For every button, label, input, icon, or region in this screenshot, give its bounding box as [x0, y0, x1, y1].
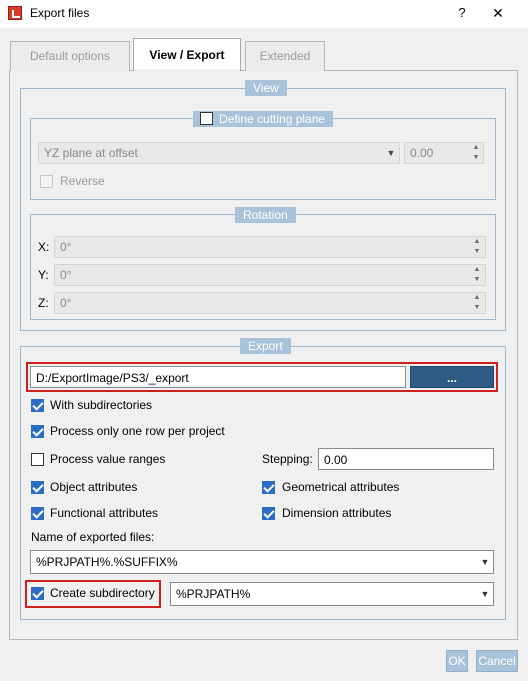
view-group-title: View [245, 80, 287, 96]
plane-select-arrow-icon[interactable]: ▼ [386, 148, 396, 158]
active-tab-join [134, 69, 240, 72]
tab-default-options[interactable]: Default options [10, 41, 130, 71]
subdirectory-select[interactable]: %PRJPATH% [170, 582, 494, 606]
rotation-y-label: Y: [38, 268, 49, 282]
subdirectory-select-arrow-icon[interactable]: ▼ [480, 589, 490, 599]
dimension-attributes-label: Dimension attributes [282, 506, 392, 520]
rotation-z-input[interactable]: 0° [54, 292, 486, 314]
export-path-input[interactable]: D:/ExportImage/PS3/_export [30, 366, 406, 388]
stepping-input[interactable]: 0.00 [318, 448, 494, 470]
help-button[interactable]: ? [458, 5, 466, 20]
create-subdirectory-label: Create subdirectory [50, 586, 155, 600]
stepping-label: Stepping: [262, 452, 313, 466]
app-icon [8, 6, 22, 20]
one-row-per-project-label: Process only one row per project [50, 424, 225, 438]
spin-down-icon[interactable]: ▼ [473, 248, 481, 255]
offset-spinner[interactable] [469, 143, 483, 163]
ok-button[interactable]: OK [446, 650, 468, 672]
create-subdirectory-checkbox[interactable] [31, 587, 44, 600]
spin-up-icon[interactable]: ▲ [472, 144, 480, 151]
export-group-title: Export [240, 338, 291, 354]
rotation-title: Rotation [235, 207, 296, 223]
tab-view-export[interactable]: View / Export [133, 38, 241, 71]
rotation-z-label: Z: [38, 296, 49, 310]
object-attributes-checkbox[interactable] [31, 481, 44, 494]
browse-button[interactable]: ... [410, 366, 494, 388]
reverse-checkbox[interactable] [40, 175, 53, 188]
plane-select[interactable]: YZ plane at offset [38, 142, 400, 164]
one-row-per-project-checkbox[interactable] [31, 425, 44, 438]
functional-attributes-label: Functional attributes [50, 506, 159, 520]
rotation-y-spinner[interactable] [470, 265, 484, 285]
rotation-y-input[interactable]: 0° [54, 264, 486, 286]
spin-up-icon[interactable]: ▲ [473, 266, 481, 273]
offset-input[interactable]: 0.00 [404, 142, 484, 164]
functional-attributes-checkbox[interactable] [31, 507, 44, 520]
exported-files-name-select[interactable]: %PRJPATH%.%SUFFIX% [30, 550, 494, 574]
spin-down-icon[interactable]: ▼ [473, 276, 481, 283]
object-attributes-label: Object attributes [50, 480, 138, 494]
cutting-plane-title: Define cutting plane [193, 111, 333, 127]
spin-down-icon[interactable]: ▼ [473, 304, 481, 311]
define-cutting-plane-checkbox[interactable] [200, 112, 213, 125]
window-title: Export files [30, 6, 90, 20]
spin-down-icon[interactable]: ▼ [472, 154, 480, 161]
dimension-attributes-checkbox[interactable] [262, 507, 275, 520]
process-value-ranges-checkbox[interactable] [31, 453, 44, 466]
cancel-button[interactable]: Cancel [476, 650, 518, 672]
reverse-label: Reverse [60, 174, 105, 188]
geometrical-attributes-checkbox[interactable] [262, 481, 275, 494]
close-button[interactable]: ✕ [492, 5, 504, 21]
with-subdirectories-label: With subdirectories [50, 398, 153, 412]
name-select-arrow-icon[interactable]: ▼ [480, 557, 490, 567]
exported-files-name-label: Name of exported files: [31, 530, 155, 544]
spin-up-icon[interactable]: ▲ [473, 238, 481, 245]
tab-extended[interactable]: Extended [245, 41, 325, 71]
rotation-x-label: X: [38, 240, 50, 254]
process-value-ranges-label: Process value ranges [50, 452, 166, 466]
rotation-z-spinner[interactable] [470, 293, 484, 313]
rotation-x-input[interactable]: 0° [54, 236, 486, 258]
with-subdirectories-checkbox[interactable] [31, 399, 44, 412]
spin-up-icon[interactable]: ▲ [473, 294, 481, 301]
rotation-x-spinner[interactable] [470, 237, 484, 257]
geometrical-attributes-label: Geometrical attributes [282, 480, 400, 494]
